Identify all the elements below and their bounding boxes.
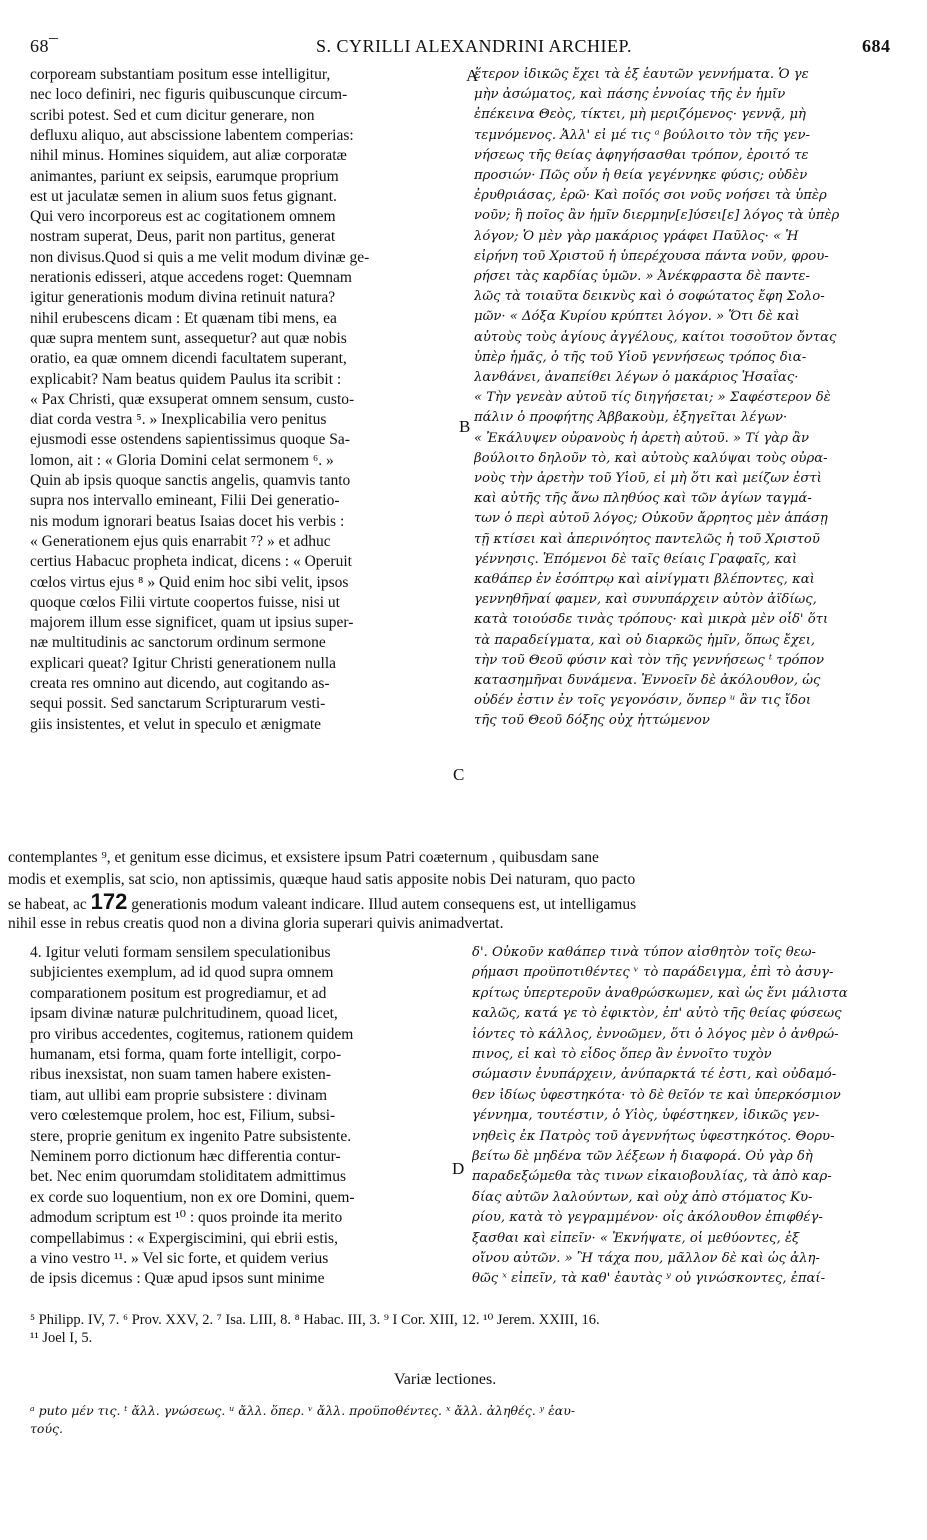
text-line: quoque cœlos Filii virtute coopertos fuisse, nisi ut [30, 593, 340, 611]
text-line: 4. Igitur veluti formam sensilem speculationibus [30, 944, 331, 961]
margin-marker-b: B [459, 417, 471, 436]
text-line: γέννησις. Ἑπόμενοι δὲ ταῖς θείαις Γραφαῖς, καὶ [474, 551, 798, 567]
text-line: est ut jaculatæ semen in alium suos fetus gignant. [30, 187, 337, 205]
text-line: τὰ παραδείγματα, καὶ οὐ διαρκῶς ἡμῖν, ὅπως ἔχει, [474, 632, 816, 648]
text-line: defluxu aliquo, aut abscissione labentem comperias: [30, 126, 354, 144]
margin-marker-d: D [452, 1159, 465, 1178]
text-line: εἰρήνη τοῦ Χριστοῦ ἡ ὑπερέχουσα πάντα νοῦν, φρου- [474, 248, 829, 264]
text-line: ejusmodi esse ostendens sapientissimus quoque Sa- [30, 431, 350, 449]
section-number: 172 [90, 889, 128, 914]
text-line: « Ἐκάλυψεν οὐρανοὺς ἡ ἀρετὴ αὐτοῦ. » Τί γὰρ ἂν [474, 430, 810, 446]
text-line: « Pax Christi, quæ exsuperat omnem sensum, custo- [30, 390, 355, 408]
variae-line-1: ᵃ puto μέν τις. ᵗ ἄλλ. γνώσεως. ᵘ ἄλλ. ὅπερ. ᵛ ἄλλ. προϋποθέντες. ˣ ἄλλ. ἀληθές. ʸ ἑαυ- [30, 1403, 576, 1418]
text-line: τεμνόμενος. Ἀλλ' εἰ μέ τις ᵃ βούλοιτο τὸν τῆς γεν- [474, 127, 810, 143]
text-line: δίας αὐτῶν λαλούντων, καὶ οὐχ ἀπὸ στόματος Κυ- [472, 1189, 813, 1205]
text-line: modis et exemplis, sat scio, non aptissimis, quæque haud satis apposite nobis Dei naturam, quo pacto [8, 871, 636, 888]
text-line: καὶ αὐτῆς τῆς ἄνω πληθύος καὶ τῶν ἁγίων ταγμά- [474, 491, 812, 507]
text-line: humanam, etsi forma, quam forte intelligit, corpo- [30, 1046, 342, 1063]
text-line: a vino vestro ¹¹. » Vel sic forte, et quidem verius [30, 1250, 329, 1267]
text-line: majorem illum esse significet, quam ut ipsius super- [30, 614, 354, 632]
text-line: μὴν ἀσώματος, καὶ πάσης ἐννοίας τῆς ἐν ἡμῖν [474, 87, 786, 103]
text-line: nis modum ignorari beatus Isaias docet his verbis : [30, 512, 345, 530]
page-number-left: 68¯ [30, 36, 59, 56]
text-line: ipsam divinæ naturæ pulchritudinem, quoad licet, [30, 1005, 338, 1023]
text-line: giis insistentes, et velut in speculo et ænigmate [30, 715, 322, 733]
text-line: λόγον; Ὁ μὲν γὰρ μακάριος γράφει Παῦλος· « Ἡ [474, 228, 799, 244]
text-line: θεν ἰδίως ὑφεστηκότα· τὸ δὲ θεῖόν τε καὶ ὑπερκόσμιον [472, 1087, 841, 1103]
text-line: nec loco definiri, nec figuris quibuscunque circum- [30, 86, 348, 104]
text-line: καλῶς, κατά γε τὸ ἐφικτὸν, ἐπ' αὐτὸ τῆς θείας φύσεως [472, 1006, 842, 1022]
text-line: creata res omnino aut dicendo, aut cogitando as- [30, 675, 330, 692]
footnote-line-1: ⁵ Philipp. IV, 7. ⁶ Prov. XXV, 2. ⁷ Isa. LIII, 8. ⁸ Habac. III, 3. ⁹ I Cor. XIII, 12. ¹⁰ Jerem. XXIII, 16. [30, 1312, 600, 1328]
text-line: νοὺς τὴν ἀρετὴν τοῦ Υἱοῦ, εἰ μὴ ὅτι καὶ μείζων ἐστὶ [474, 471, 822, 486]
text-line: supra nos intervallo emineant, Filii Dei generatio- [30, 492, 340, 510]
text-line: σώμασιν ἐνυπάρχειν, ἀνύπαρκτά τέ ἐστι, καὶ οὐδαμό- [472, 1067, 837, 1083]
text-line: ἰόντες τὸ κάλλος, ἐννοῶμεν, ὅτι ὁ λόγος μὲν ὁ ἀνθρώ- [472, 1026, 839, 1042]
text-line: οἴνου αὐτῶν. » Ἢ τάχα που, μᾶλλον δὲ καὶ ὡς ἀλη- [472, 1251, 820, 1266]
text-line: νοῦν; ἢ ποῖος ἂν ἡμῖν διερμην[ε]ύσει[ε] λόγος τὰ ὑπὲρ [474, 208, 840, 224]
text-line: Qui vero incorporeus est ac cogitationem omnem [30, 208, 336, 226]
text-line: γεννηθῆναί φαμεν, καὶ συνυπάρχειν αὐτὸν ἀϊδίως, [474, 592, 817, 608]
text-line: ἐρυθριάσας, ἐρῶ· Καὶ ποῖός σοι νοῦς νοήσει τὰ ὑπὲρ [474, 188, 827, 204]
text-line: προσιών· Πῶς οὖν ἡ θεία γεγέννηκε φύσις; οὐδὲν [474, 168, 808, 183]
text-line: compellabimus : « Expergiscimini, qui ebrii estis, [30, 1229, 338, 1247]
text-line: ribus inexsistat, non suam tamen habere existen- [30, 1066, 331, 1084]
text-line: igitur generationis modum divina retinuit natura? [30, 289, 336, 307]
text-line: λανθάνει, ἀναπείθει λέγων ὁ μακάριος Ἡσαΐας· [474, 370, 799, 385]
text-line: πινος, εἰ καὶ τὸ εἶδος ὅπερ ἂν ἐννοῖτο τυχὸν [472, 1047, 772, 1062]
text-line: τῆς τοῦ Θεοῦ δόξης οὐχ ἡττώμενον [474, 713, 710, 729]
text-line: βείτω δὲ μηδένα τῶν λέξεων ἡ διαφορά. Οὐ γὰρ δὴ [472, 1149, 813, 1164]
text-line: næ multitudinis ac sanctorum ordinum sermone [30, 634, 326, 652]
text-line: ρήμασι προϋποτιθέντες ᵛ τὸ παράδειγμα, ἐπὶ τὸ ἀσυγ- [472, 965, 834, 981]
text-line: μῶν· « Δόξα Κυρίου κρύπτει λόγον. » Ὅτι δὲ καὶ [474, 309, 800, 325]
text-line: δ'. Οὐκοῦν καθάπερ τινὰ τύπον αἰσθητὸν τοῖς θεω- [472, 945, 816, 960]
text-line: comparationem positum est progrediamur, et ad [30, 984, 327, 1002]
text-line: βούλοιτο δηλοῦν τὸ, καὶ αὐτοὺς καλύψαι τοὺς οὐρα- [474, 450, 828, 466]
text-line: nihil minus. Homines siquidem, aut aliæ corporatæ [30, 147, 347, 165]
text-line: Neminem porro dictionum hæc differentia contur- [30, 1148, 341, 1165]
text-line: vero cœlestemque prolem, hoc est, Filium, subsi- [30, 1107, 336, 1125]
text-line: animantes, pariunt ex seipsis, earumque proprium [30, 167, 339, 185]
text-line: ἐπέκεινα Θεὸς, τίκτει, μὴ μεριζόμενος· γεννᾷ, μὴ [474, 107, 806, 123]
text-line: sequi possit. Sed sanctarum Scripturarum vesti- [30, 695, 326, 713]
text-line: lomon, ait : « Gloria Domini celat sermonem ⁶. » [30, 451, 334, 469]
text-line: πάλιν ὁ προφήτης Ἀββακοὺμ, ἐξηγεῖται λέγων· [474, 410, 788, 426]
text-line: κατὰ τοιούσδε τινὰς τρόπους· καὶ μικρὰ μὲν οἶδ' ὅτι [474, 612, 829, 628]
text-line: καθάπερ ἐν ἐσόπτρῳ καὶ αἰνίγματι βλέποντες, καὶ [474, 572, 815, 587]
text-line: nostram superat, Deus, parit non partitus, generat [30, 228, 336, 246]
variae-line-2: τούς. [30, 1421, 64, 1436]
text-line: nihil erubescens dicam : Et quænam tibi mens, ea [30, 309, 337, 327]
text-line: stere, proprie genitum ex ingenito Patre subsistente. [30, 1127, 352, 1145]
text-line: ρήσει τὰς καρδίας ὑμῶν. » Ἀνέκφραστα δὲ παντε- [474, 269, 810, 284]
text-line: « Generationem ejus quis enarrabit ⁷? » et adhuc [30, 532, 331, 550]
text-line: nerationis edisseri, atque accedens roget: Quemnam [30, 269, 352, 286]
text-line: scribi potest. Sed et cum dicitur generare, non [30, 106, 315, 124]
text-line: ρίου, κατὰ τὸ γεγραμμένον· οἷς ἀκόλουθον ἐπιφθέγ- [472, 1210, 823, 1226]
text-line: bet. Nec enim quorumdam stoliditatem admittimus [30, 1168, 346, 1186]
text-line: γέννημα, τουτέστιν, ὁ Υἱὸς, ὑφέστηκεν, ἰδικῶς γεν- [472, 1108, 820, 1124]
running-title: S. CYRILLI ALEXANDRINI ARCHIEP. [316, 36, 633, 56]
text-line: certius Habacuc propheta indicat, dicens : « Operuit [30, 553, 352, 571]
text-line: pro viribus accedentes, cogitemus, rationem quidem [30, 1025, 354, 1043]
text-line: admodum scriptum est ¹⁰ : quos proinde ita merito [30, 1209, 343, 1227]
text-line: νήσεως τῆς θείας ἀφηγήσασθαι τρόπον, ἐροιτό τε [474, 147, 809, 163]
margin-marker-a: A [466, 66, 479, 85]
text-line: explicabit? Nam beatus quidem Paulus ita scribit : [30, 370, 342, 388]
variae-lectiones-title: Variæ lectiones. [394, 1371, 497, 1388]
text-line: de ipsis dicemus : Quæ apud ipsos sunt minime [30, 1270, 325, 1288]
text-line: cœlos virtus ejus ⁸ » Quid enim hoc sibi velit, ipsos [30, 573, 349, 591]
footnote-line-2: ¹¹ Joel I, 5. [30, 1330, 93, 1346]
text-line: νηθεὶς ἐκ Πατρὸς τοῦ ἀγεννήτως ὑφεστηκότος. Θορυ- [472, 1128, 835, 1144]
text-line: ἕτερον ἰδικῶς ἔχει τὰ ἐξ ἑαυτῶν γεννήματα. Ὁ γε [474, 67, 809, 82]
text-line: corpoream substantiam positum esse intelligitur, [30, 66, 331, 83]
text-line: subjicientes exemplum, ad id quod supra omnem [30, 964, 334, 982]
line-text-before: se habeat, ac [8, 896, 87, 913]
text-line: λῶς τὰ τοιαῦτα δεικνὺς καὶ ὁ σοφώτατος ἔφη Σολο- [474, 289, 825, 305]
text-line: παραδεξώμεθα τὰς τινων εἰκαιοβουλίας, τὰ ἀπὸ καρ- [472, 1169, 832, 1185]
text-line: κατασημῆναι δυνάμενα. Ἐννοεῖν δὲ ἀκόλουθον, ὡς [474, 673, 821, 688]
line-text-after: generationis modum valeant indicare. Illud autem consequens est, ut intelligamus [131, 896, 637, 913]
text-line: « Τὴν γενεὰν αὐτοῦ τίς διηγήσεται; » Σαφέστερον δὲ [474, 390, 831, 406]
text-line: nihil esse in rebus creatis quod non a divina gloria superari quivis animadvertat. [8, 915, 504, 932]
text-line: κρίτως ὑπερτεροῦν ἀναθρώσκωμεν, καὶ ὡς ἔνι μάλιστα [472, 985, 848, 1001]
text-line: contemplantes ⁹, et genitum esse dicimus, et exsistere ipsum Patri coæternum , quibusdam sane [8, 849, 599, 866]
text-line: ξασθαι καὶ εἰπεῖν· « Ἐκνήψατε, οἱ μεθύοντες, ἐξ [472, 1230, 800, 1246]
text-line: quæ supra mentem sunt, assequetur? aut quæ nobis [30, 329, 347, 347]
text-line: diat corda vestra ⁵. » Inexplicabilia vero penitus [30, 411, 327, 429]
text-line: non divisus.Quod si quis a me velit modum divinæ ge- [30, 248, 370, 266]
text-line: ex corde suo loquentium, non ex ore Domini, quem- [30, 1188, 355, 1206]
margin-marker-c: C [453, 765, 465, 784]
text-line: αὐτοὺς τοὺς ἁγίους ἀγγέλους, καίτοι τοσοῦτον ὄντας [474, 329, 837, 345]
page-number-right: 684 [862, 36, 891, 56]
line-with-section-number [8, 889, 637, 914]
text-line: oratio, ea quæ omnem dicendi facultatem superant, [30, 350, 347, 368]
text-line: των ὁ περὶ αὐτοῦ λόγος; Οὐκοῦν ἄρρητος μὲν ἁπάσῃ [474, 511, 828, 527]
text-line: τὴν τοῦ Θεοῦ φύσιν καὶ τὸν τῆς γεννήσεως ᵗ τρόπον [474, 652, 825, 668]
text-line: explicari queat? Igitur Christi generationem nulla [30, 654, 337, 672]
text-line: Quin ab ipsis quoque sanctis angelis, quamvis tanto [30, 472, 351, 489]
text-line: tiam, aut ullibi eam proprie subsistere : divinam [30, 1086, 328, 1104]
text-line: θῶς ˣ εἰπεῖν, τὰ καθ' ἑαυτὰς ʸ οὐ γινώσκοντες, ἐπαί- [472, 1271, 826, 1287]
text-line: οὐδέν ἐστιν ἐν τοῖς γεγονόσιν, ὅνπερ ᵘ ἂν τις ἴδοι [474, 693, 811, 709]
text-line: ὑπὲρ ἡμᾶς, ὁ τῆς τοῦ Υἱοῦ γεννήσεως τρόπος δια- [474, 349, 807, 365]
text-line: τῇ κτίσει καὶ ἀπερινόητος παντελῶς ἡ τοῦ Χριστοῦ [474, 531, 820, 547]
